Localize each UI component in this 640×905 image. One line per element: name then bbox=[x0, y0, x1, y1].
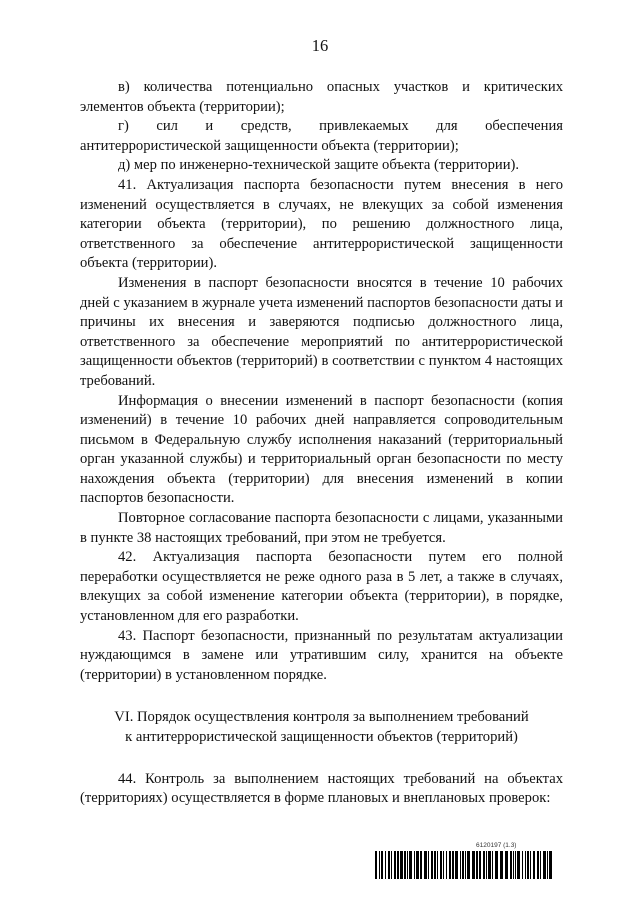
paragraph-44: 44. Контроль за выполнением настоящих требований на объектах (территориях) осуществляется в форме плановых и внеплановых проверок: bbox=[80, 770, 563, 807]
section-heading bbox=[80, 708, 563, 747]
barcode-bar bbox=[495, 851, 498, 879]
barcode-bar bbox=[452, 851, 454, 879]
barcode-bar bbox=[525, 851, 526, 879]
barcode-bar bbox=[488, 851, 491, 879]
barcode-bar bbox=[424, 851, 427, 879]
barcode-bar bbox=[533, 851, 535, 879]
paragraph-v: в) количества потенциально опасных участков и критических элементов объекта (территории); bbox=[80, 79, 563, 115]
barcode-bar bbox=[510, 851, 512, 879]
barcode-bar bbox=[404, 851, 406, 879]
barcode-bar bbox=[547, 851, 548, 879]
barcode-bar bbox=[479, 851, 481, 879]
barcode-bar bbox=[500, 851, 503, 879]
barcode-bar bbox=[522, 851, 523, 879]
barcode-bar bbox=[431, 851, 433, 879]
barcode bbox=[375, 851, 555, 879]
barcode-bar bbox=[515, 851, 516, 879]
barcode-bar bbox=[483, 851, 485, 879]
barcode-bar bbox=[385, 851, 386, 879]
barcode-bar bbox=[527, 851, 529, 879]
barcode-bar bbox=[437, 851, 438, 879]
barcode-bar bbox=[476, 851, 478, 879]
barcode-bar bbox=[467, 851, 470, 879]
barcode-bar bbox=[388, 851, 390, 879]
barcode-bar bbox=[397, 851, 399, 879]
barcode-bar bbox=[513, 851, 514, 879]
barcode-bar bbox=[409, 851, 412, 879]
barcode-bar bbox=[416, 851, 419, 879]
paragraph-changes: Изменения в паспорт безопасности вносятся в течение 10 рабочих дней с указанием в журнале учета изменений паспортов безопасности даты и причины их внесения и заверяются подписью должностного лица, ответственного за обеспечение мероприятий по антитеррористической защищенности объектов (территорий) в соответствии с пунктом 4 настоящих требований. bbox=[80, 274, 563, 389]
barcode-bar bbox=[407, 851, 408, 879]
barcode-bar bbox=[530, 851, 531, 879]
barcode-bar bbox=[517, 851, 520, 879]
barcode-bar bbox=[543, 851, 546, 879]
barcode-bar bbox=[537, 851, 539, 879]
barcode-bar bbox=[391, 851, 392, 879]
barcode-bar bbox=[462, 851, 464, 879]
barcode-bar bbox=[381, 851, 383, 879]
paragraph-g: г) сил и средств, привлекаемых для обеспечения антитеррористической защищенности объекта (территории); bbox=[80, 118, 563, 154]
barcode-bar bbox=[492, 851, 493, 879]
barcode-bar bbox=[455, 851, 458, 879]
barcode-bar bbox=[505, 851, 508, 879]
section-heading-line1: VI. Порядок осуществления контроля за выполнением требований bbox=[114, 709, 529, 726]
paragraph-43: 43. Паспорт безопасности, признанный по результатам актуализации нуждающимся в замене или утратившим силу, хранится на объекте (территории) в установленном порядке. bbox=[80, 627, 563, 683]
paragraph-reapproval: Повторное согласование паспорта безопасности с лицами, указанными в пункте 38 настоящих требований, при этом не требуется. bbox=[80, 510, 563, 546]
barcode-bar bbox=[420, 851, 422, 879]
paragraph-41: 41. Актуализация паспорта безопасности путем внесения в него изменений осуществляется в случаях, не влекущих за собой изменения категории объекта (территории), по решению должностного лица, ответственного за обеспечение антитеррористической защищенности объекта (территории). bbox=[80, 176, 563, 272]
barcode-bar bbox=[394, 851, 396, 879]
paragraph-d: д) мер по инженерно-технической защите объекта (территории). bbox=[118, 157, 520, 174]
barcode-bar bbox=[472, 851, 475, 879]
paragraph-information: Информация о внесении изменений в паспорт безопасности (копия изменений) в течение 10 рабочих дней направляется сопроводительным письмом в Федеральную службу исполнения наказаний (территориальный орган указанной службы) и территориальный орган безопасности по месту нахождения объекта (территории) для внесения изменений в копии паспортов безопасности. bbox=[80, 392, 563, 507]
barcode-bar bbox=[400, 851, 403, 879]
barcode-bar bbox=[379, 851, 380, 879]
barcode-bar bbox=[460, 851, 461, 879]
barcode-bar bbox=[540, 851, 541, 879]
barcode-bar bbox=[449, 851, 451, 879]
barcode-bar bbox=[443, 851, 444, 879]
document-body bbox=[80, 78, 563, 809]
barcode-number: 6120197 (1.3) bbox=[476, 842, 517, 849]
barcode-bar bbox=[440, 851, 442, 879]
barcode-bar bbox=[465, 851, 466, 879]
section-heading-line2: к антитеррористической защищенности объектов (территорий) bbox=[125, 729, 518, 745]
barcode-bar bbox=[486, 851, 487, 879]
barcode-bar bbox=[446, 851, 447, 879]
page-number: 16 bbox=[311, 36, 329, 55]
barcode-bar bbox=[428, 851, 429, 879]
barcode-bar bbox=[434, 851, 436, 879]
barcode-bar bbox=[414, 851, 415, 879]
barcode-bar bbox=[375, 851, 377, 879]
paragraph-42: 42. Актуализация паспорта безопасности путем его полной переработки осуществляется не реже одного раза в 5 лет, а также в случаях, влекущих за собой изменение категории объекта (территории), в порядке, установленном для его разработки. bbox=[80, 549, 563, 625]
barcode-bar bbox=[549, 851, 552, 879]
